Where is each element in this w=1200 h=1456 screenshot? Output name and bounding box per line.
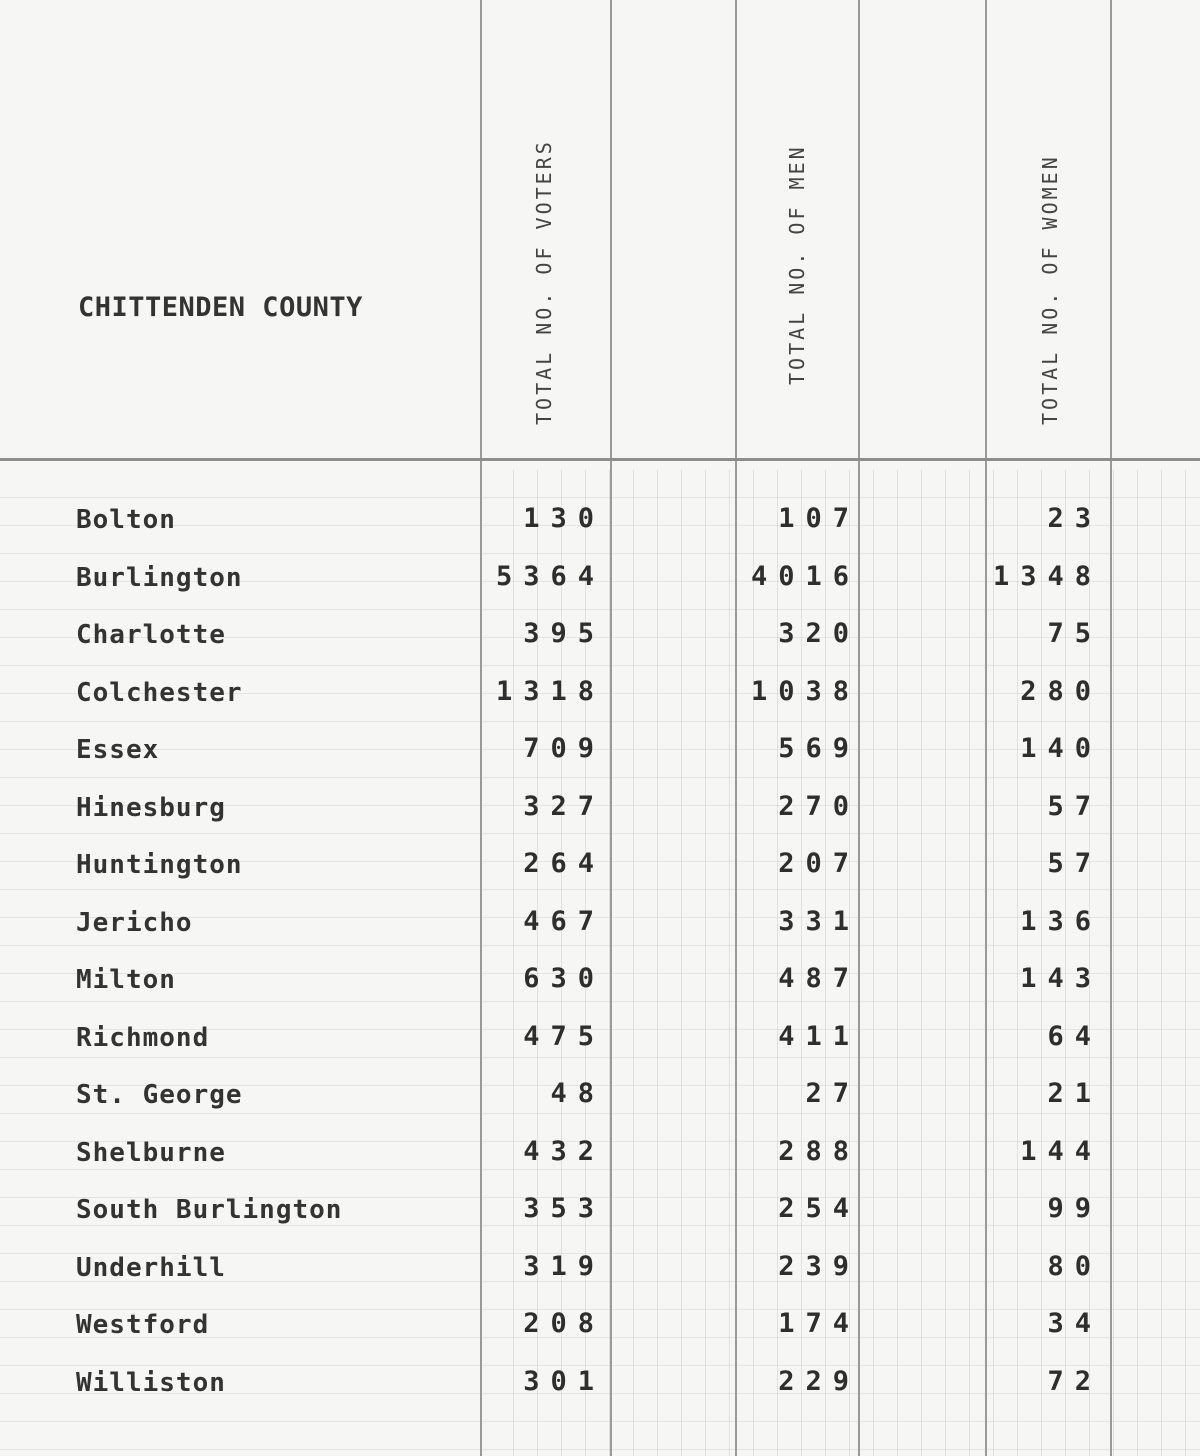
women-count: 21 [1047,1078,1102,1109]
table-row [0,1185,1200,1243]
town-name: Bolton [76,505,176,535]
voters-count: 48 [550,1078,605,1109]
town-name: Huntington [76,850,243,880]
table-row [0,1070,1200,1128]
voters-count: 5364 [495,560,605,592]
men-count: 411 [778,1020,860,1052]
column-header-men: TOTAL NO. OF MEN [785,144,809,385]
table-row [0,783,1200,841]
men-count: 239 [778,1250,860,1282]
town-name: South Burlington [76,1195,343,1225]
town-name: Jericho [76,907,193,938]
women-count: 99 [1047,1193,1102,1224]
women-count: 23 [1047,503,1102,534]
table-row [0,610,1200,668]
men-count: 107 [778,503,860,534]
town-name: Charlotte [76,620,226,650]
voters-count: 319 [523,1250,605,1282]
header-rule [0,458,1200,461]
men-count: 254 [778,1193,860,1224]
town-name: St. George [76,1080,243,1110]
town-name: Williston [76,1367,226,1398]
table-row [0,668,1200,726]
women-count: 143 [1020,963,1102,994]
women-count: 75 [1047,618,1102,649]
voters-count: 327 [523,790,605,822]
table-row [0,1300,1200,1358]
men-count: 320 [778,618,860,649]
voters-count: 432 [523,1135,605,1167]
town-name: Colchester [76,677,243,708]
table-row [0,1128,1200,1186]
table-row [0,553,1200,611]
table-row [0,1243,1200,1301]
table-row [0,1358,1200,1416]
table-row [0,840,1200,898]
men-count: 487 [778,963,860,994]
women-count: 136 [1020,905,1102,937]
column-header-women: TOTAL NO. OF WOMEN [1038,154,1062,425]
men-count: 27 [805,1078,860,1109]
table-row [0,955,1200,1013]
voters-count: 467 [523,905,605,937]
voters-count: 301 [523,1365,605,1397]
table-row [0,725,1200,783]
women-count: 34 [1047,1308,1102,1339]
column-header-voters: TOTAL NO. OF VOTERS [532,139,556,425]
town-name: Richmond [76,1022,210,1053]
men-count: 270 [778,790,860,822]
men-count: 207 [778,848,860,879]
town-name: Shelburne [76,1137,226,1168]
town-name: Burlington [76,562,243,593]
women-count: 140 [1020,733,1102,764]
men-count: 288 [778,1135,860,1167]
town-name: Essex [76,735,160,765]
voters-count: 630 [523,963,605,994]
table-row [0,1013,1200,1071]
town-table [0,495,1200,1415]
voters-count: 1318 [495,675,605,707]
town-name: Milton [76,965,176,995]
voters-count: 709 [523,733,605,764]
voters-count: 475 [523,1020,605,1052]
women-count: 57 [1047,848,1102,879]
men-count: 229 [778,1365,860,1397]
women-count: 57 [1047,790,1102,822]
town-name: Hinesburg [76,792,226,823]
women-count: 280 [1020,675,1102,707]
table-row [0,495,1200,553]
women-count: 1348 [992,560,1102,592]
men-count: 4016 [750,560,860,592]
men-count: 1038 [750,675,860,707]
women-count: 144 [1020,1135,1102,1167]
voters-count: 208 [523,1308,605,1339]
women-count: 64 [1047,1020,1102,1052]
men-count: 569 [778,733,860,764]
town-name: Underhill [76,1252,226,1283]
men-count: 331 [778,905,860,937]
county-title: CHITTENDEN COUNTY [78,292,363,323]
voters-count: 353 [523,1193,605,1224]
men-count: 174 [778,1308,860,1339]
women-count: 80 [1047,1250,1102,1282]
women-count: 72 [1047,1365,1102,1397]
voters-count: 395 [523,618,605,649]
table-row [0,898,1200,956]
voters-count: 264 [523,848,605,879]
voters-count: 130 [523,503,605,534]
town-name: Westford [76,1310,210,1340]
